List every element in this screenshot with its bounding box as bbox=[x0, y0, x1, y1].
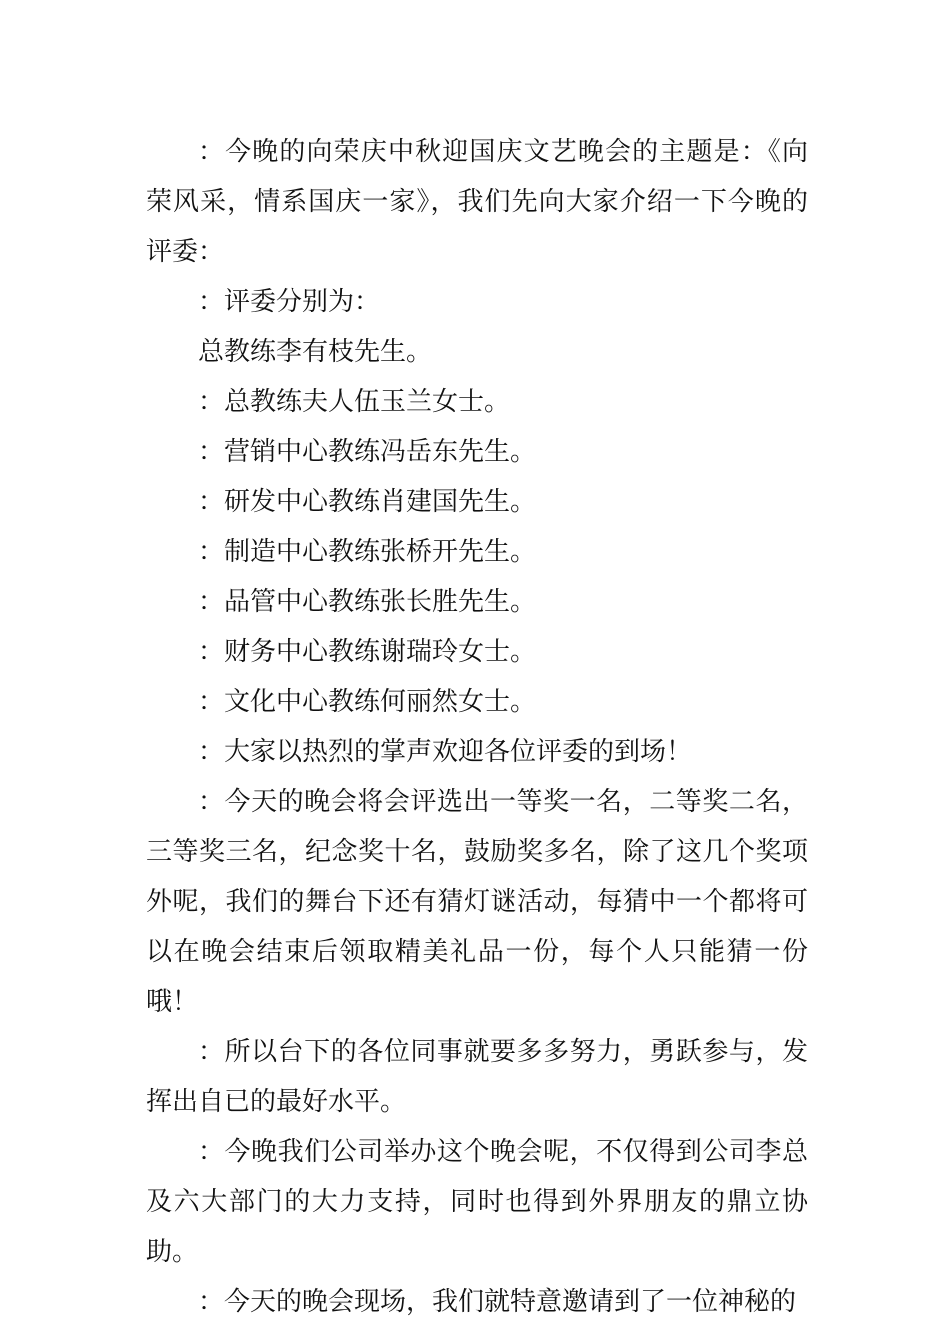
paragraph-judge-2: ：总教练夫人伍玉兰女士。 bbox=[198, 387, 511, 417]
paragraph-welcome-judges: ：大家以热烈的掌声欢迎各位评委的到场！ bbox=[198, 737, 693, 767]
paragraph-judge-7: ：财务中心教练谢瑞玲女士。 bbox=[198, 637, 537, 667]
paragraph-judge-3: ：营销中心教练冯岳东先生。 bbox=[198, 437, 537, 467]
paragraph-judge-5: ：制造中心教练张桥开先生。 bbox=[198, 537, 537, 567]
paragraph-judge-6: ：品管中心教练张长胜先生。 bbox=[198, 587, 537, 617]
paragraph-judge-4: ：研发中心教练肖建国先生。 bbox=[198, 487, 537, 517]
paragraph-support: ：今晚我们公司举办这个晚会呢，不仅得到公司李总及六大部门的大力支持，同时也得到外界朋友的鼎立协助。 bbox=[146, 1137, 808, 1267]
paragraph-encourage: ：所以台下的各位同事就要多多努力，勇跃参与，发挥出自已的最好水平。 bbox=[146, 1037, 808, 1117]
paragraph-judge-1: 总教练李有枝先生。 bbox=[198, 337, 433, 367]
paragraph-judges-heading: ：评委分别为： bbox=[198, 287, 381, 317]
paragraph-guest-intro: ：今天的晚会现场，我们就特意邀请到了一位神秘的 bbox=[198, 1287, 797, 1317]
paragraph-theme-intro: ：今晚的向荣庆中秋迎国庆文艺晚会的主题是：《向荣风采，情系国庆一家》，我们先向大家介绍一下今晚的评委： bbox=[146, 137, 808, 267]
paragraph-judge-8: ：文化中心教练何丽然女士。 bbox=[198, 687, 537, 717]
document-body bbox=[146, 127, 808, 1327]
paragraph-awards: ：今天的晚会将会评选出一等奖一名，二等奖二名，三等奖三名，纪念奖十名，鼓励奖多名，除了这几个奖项外呢，我们的舞台下还有猜灯谜活动，每猜中一个都将可以在晚会结束后领取精美礼品一份，每个人只能猜一份哦！ bbox=[146, 787, 808, 1017]
